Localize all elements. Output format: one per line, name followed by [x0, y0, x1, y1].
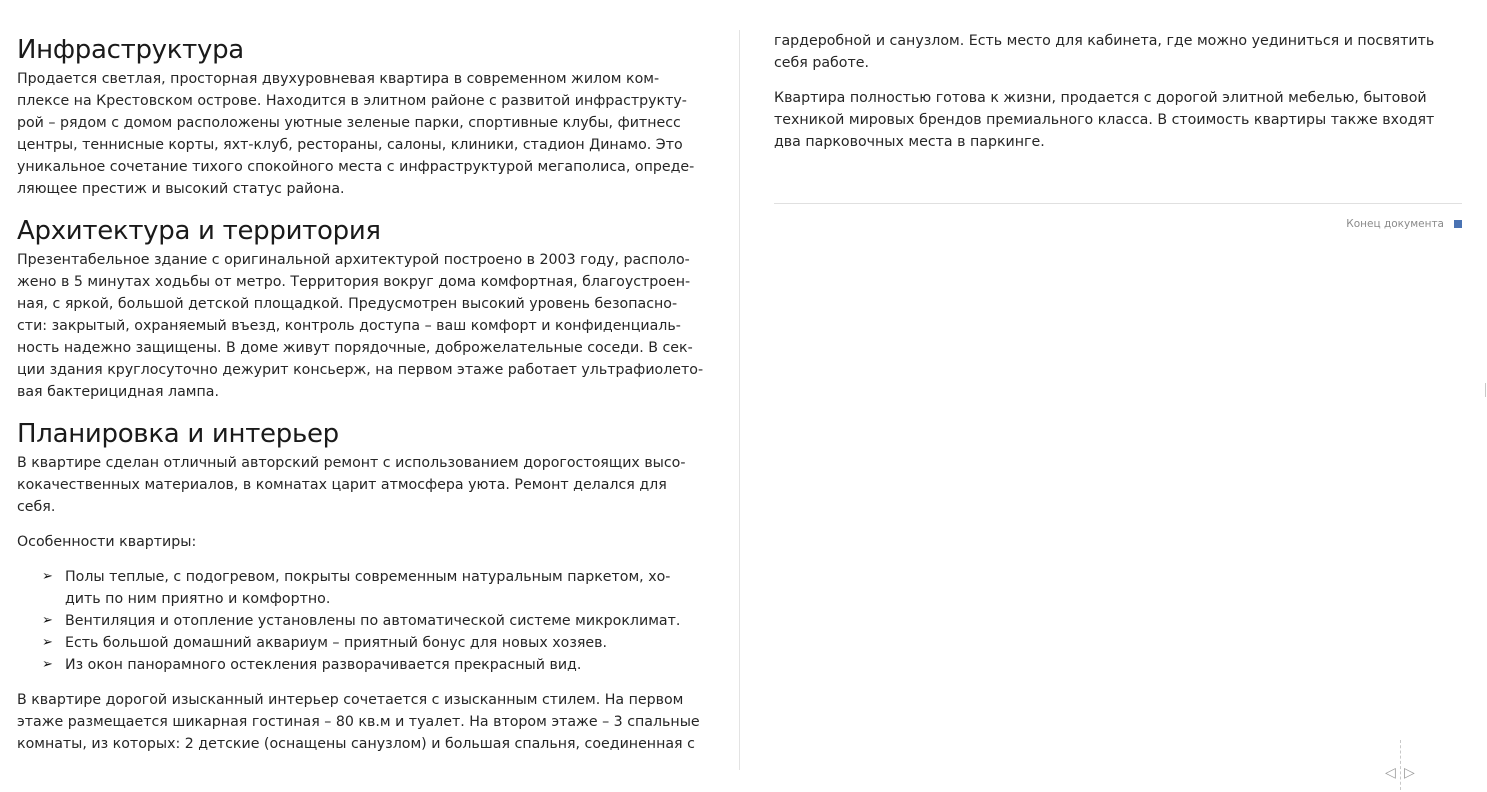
arrow-bullet-icon: ➢ — [42, 613, 53, 628]
list-item-text: Полы теплые, с подогревом, покрыты современным натуральным паркетом, хо-дить по ним приятно и комфортно. — [65, 569, 671, 607]
paragraph-continuation: гардеробной и санузлом. Есть место для кабинета, где можно уединиться и посвятить себя работе. — [774, 33, 1435, 71]
end-of-document-label: Конец документа — [1346, 218, 1444, 230]
end-of-document-marker — [774, 218, 1462, 230]
previous-page-icon[interactable]: ◁ — [1385, 765, 1396, 781]
next-page-icon[interactable]: ▷ — [1404, 765, 1415, 781]
heading-architecture: Архитектура и территория — [17, 216, 381, 246]
right-column — [774, 30, 1462, 230]
page-separator — [1400, 740, 1401, 790]
paragraph-features-intro: Особенности квартиры: — [17, 534, 197, 550]
list-item-text: Есть большой домашний аквариум – приятный бонус для новых хозяев. — [65, 635, 608, 651]
paragraph-interior: В квартире дорогой изысканный интерьер сочетается с изысканным стилем. На первом этаже размещается шикарная гостиная – 80 кв.м и туалет. На втором этаже – 3 спальные комнаты, из которых: 2 детские (оснащены санузлом) и большая спальня, соединенная с — [17, 692, 700, 752]
left-column — [17, 30, 705, 768]
paragraph-renovation: В квартире сделан отличный авторский ремонт с использованием дорогостоящих высо-кокачественных материалов, в комнатах царит атмосфера уюта. Ремонт делался для себя. — [17, 455, 686, 515]
paragraph-architecture: Презентабельное здание с оригинальной архитектурой построено в 2003 году, располо-жено в 5 минутах ходьбы от метро. Территория вокруг дома комфортная, благоустроен-ная, с яркой, большой детской площадкой. Предусмотрен высокий уровень безопасно-сти: закрытый, охраняемый въезд, контроль доступа – ваш комфорт и конфиденциаль-ность надежно защищены. В доме живут порядочные, доброжелательные соседи. В сек-ции здания круглосуточно дежурит консьерж, на первом этаже работает ультрафиолето-вая бактерицидная лампа. — [17, 252, 704, 400]
paragraph-infrastructure: Продается светлая, просторная двухуровневая квартира в современном жилом ком-плексе на Крестовском острове. Находится в элитном районе с развитой инфраструкту-рой – рядом с домом расположены уютные зеленые парки, спортивные клубы, фитнесс центры, теннисные корты, яхт-клуб, рестораны, салоны, клиники, стадион Динамо. Это уникальное сочетание тихого спокойного места с инфраструктурой мегаполиса, опреде-ляющее престиж и высокий статус района. — [17, 71, 695, 197]
end-of-document-rule — [774, 203, 1462, 204]
list-item-text: Вентиляция и отопление установлены по автоматической системе микроклимат. — [65, 613, 681, 629]
arrow-bullet-icon: ➢ — [42, 635, 53, 650]
list-item — [17, 566, 705, 610]
arrow-bullet-icon: ➢ — [42, 569, 53, 584]
page-navigation — [1383, 740, 1419, 790]
arrow-bullet-icon: ➢ — [42, 657, 53, 672]
list-item — [17, 654, 705, 676]
list-item-text: Из окон панорамного остекления разворачивается прекрасный вид. — [65, 657, 582, 673]
heading-infrastructure: Инфраструктура — [17, 35, 244, 65]
features-list — [17, 566, 705, 676]
scroll-edge-indicator — [1485, 383, 1486, 397]
list-item — [17, 632, 705, 654]
column-divider — [739, 30, 740, 770]
heading-layout-interior: Планировка и интерьер — [17, 419, 339, 449]
paragraph-ready-to-live: Квартира полностью готова к жизни, продается с дорогой элитной мебелью, бытовой техникой мировых брендов премиального класса. В стоимость квартиры также входят два парковочных места в паркинге. — [774, 90, 1435, 150]
list-item — [17, 610, 705, 632]
end-square-icon — [1454, 220, 1462, 228]
